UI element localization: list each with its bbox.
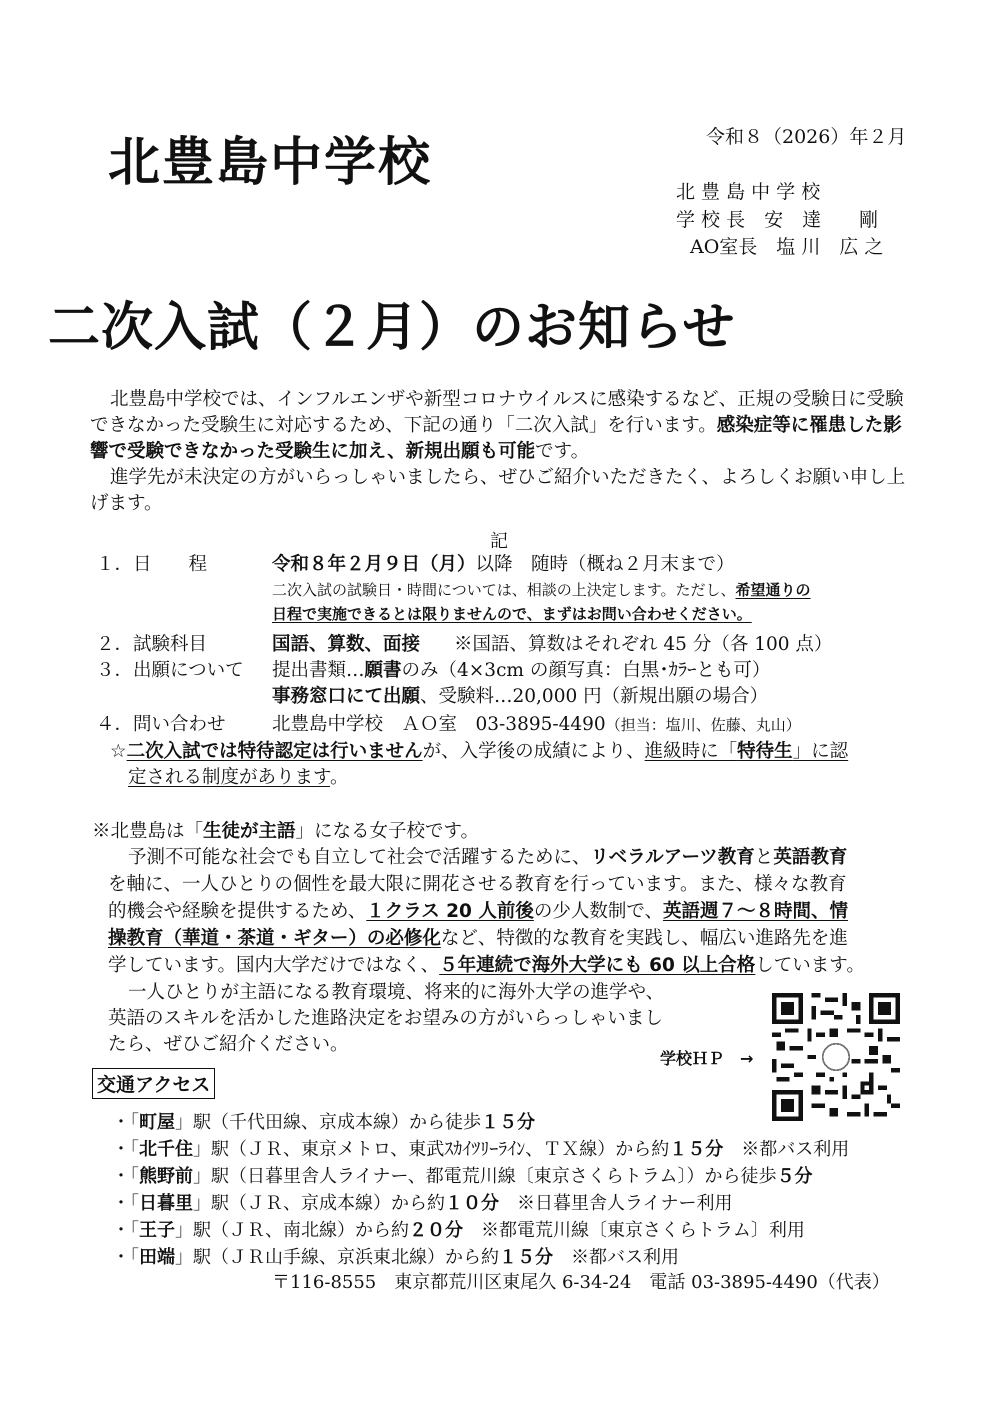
about-line-8: 英語のスキルを活かした進路決定をお望みの方がいらっしゃいまし	[108, 1008, 663, 1029]
station-item	[112, 1216, 805, 1242]
about-l5-text: など、特徴的な教育を実践し、幅広い進路先を進	[440, 928, 848, 949]
station-item	[112, 1189, 732, 1215]
station-bullet: ・「	[112, 1166, 139, 1187]
station-time: ２０分	[409, 1220, 463, 1241]
about-line-4	[108, 897, 848, 923]
apply-photo: のみ（4×3cm の顔写真：白黒･ｶﾗｰとも可）	[401, 660, 771, 681]
schedule-note-text: 二次入試の試験日・時間については、相談の上決定します。ただし、	[272, 581, 736, 599]
contact-row	[96, 710, 801, 736]
station-route: 」駅（ＪＲ山手線、京浜東北線）から約	[175, 1247, 499, 1268]
station-item	[112, 1108, 535, 1134]
station-bullet: ・「	[112, 1112, 139, 1133]
star-note	[110, 737, 848, 763]
about-l4-text: 的機会や経験を提供するため、	[108, 901, 367, 922]
apply-label: ３．出願について	[96, 660, 244, 681]
about-line-1	[92, 817, 479, 843]
schedule-note-emphasis: 希望通りの	[735, 581, 811, 599]
station-bullet: ・「	[112, 1247, 139, 1268]
star-note-text: が、入学後の成績により、	[422, 741, 645, 762]
subjects-row	[96, 630, 832, 656]
qr-code-icon[interactable]	[772, 993, 900, 1121]
school-address: 〒116-8555 東京都荒川区東尾久 6-34-24 電話 03-3895-4490（代表）	[272, 1272, 890, 1293]
intro-paragraph-2: 進学先が未決定の方がいらっしゃいましたら、ぜひご紹介いただきたく、よろしくお願い申し上げます。	[90, 467, 906, 514]
station-note: ※都バス利用	[553, 1247, 679, 1268]
station-bullet: ・「	[112, 1193, 139, 1214]
about-english-hours: 英語週７～８時間、情	[662, 901, 848, 922]
about-l4-mid: の少人数制で、	[533, 901, 663, 922]
station-name: 熊野前	[139, 1166, 193, 1187]
star-note-underline-2: 」に認	[792, 741, 849, 762]
station-route: 」駅（ＪＲ、京成本線）から約	[193, 1193, 445, 1214]
station-note: ※都電荒川線〔東京さくらトラム〕利用	[463, 1220, 805, 1241]
station-name: 王子	[139, 1220, 175, 1241]
about-l6-end: しています。	[755, 955, 865, 976]
station-time: １０分	[445, 1193, 499, 1214]
sender-ao-head: AO室長 塩 川 広 之	[690, 236, 884, 258]
about-line-5	[108, 924, 848, 950]
about-line-2	[128, 843, 847, 869]
about-english: 英語教育	[773, 847, 848, 868]
schedule-note-emphasis-2: 日程で実施できるとは限りませんので、まずはお問い合わせください。	[272, 605, 752, 623]
about-line-6	[108, 951, 865, 977]
notice-title: 二次入試（２月）のお知らせ	[48, 298, 736, 358]
apply-row-2	[272, 682, 768, 708]
ki-heading: 記	[490, 531, 508, 552]
about-keyword: 生徒が主語	[203, 821, 296, 842]
station-time: ５分	[776, 1166, 813, 1187]
station-route: 」駅（日暮里舎人ライナー、都電荒川線〔東京さくらトラム〕）から徒歩	[193, 1166, 777, 1187]
station-note: ※都バス利用	[723, 1139, 850, 1160]
station-item	[112, 1135, 849, 1161]
station-bullet: ・「	[112, 1220, 139, 1241]
intro-emphasis: 感染症等に罹患した影響で受験できなかった受験生に加え、新規出願も可能	[90, 415, 902, 462]
contact-staff: （担当：塩川、佐藤、丸山）	[605, 716, 801, 734]
about-line-9: たら、ぜひご紹介ください。	[108, 1034, 349, 1055]
station-name: 北千住	[139, 1139, 193, 1160]
star-icon: ☆	[110, 741, 127, 762]
star-note-underline-3: 定される制度があります	[128, 767, 331, 788]
about-l6-text: 学しています。国内大学だけではなく、	[108, 955, 440, 976]
station-route: 」駅（ＪＲ、東京メトロ、東武ｽｶｲﾂﾘｰﾗｲﾝ、ＴＸ線）から約	[193, 1139, 670, 1160]
schedule-row	[96, 550, 735, 576]
schedule-label: １．日 程	[96, 554, 208, 575]
about-line-3: を軸に、一人ひとりの個性を最大限に開花させる教育を行っています。また、様々な教育	[108, 874, 847, 895]
about-l2-to: と	[754, 847, 774, 868]
apply-docs: 提出書類…	[272, 660, 365, 681]
subjects-list: 国語、算数、面接	[272, 634, 421, 655]
station-name: 日暮里	[139, 1193, 193, 1214]
contact-info: 北豊島中学校 ＡＯ室 03-3895-4490	[272, 714, 606, 735]
about-liberal-arts: リベラルアーツ教育	[590, 847, 755, 868]
station-time: １５分	[499, 1247, 553, 1268]
issue-date: 令和８（2026）年２月	[706, 126, 907, 148]
schedule-note	[272, 579, 811, 600]
station-name: 田端	[139, 1247, 175, 1268]
star-note-underline: 進級時に「	[644, 741, 738, 762]
about-text: ※北豊島は「	[92, 821, 204, 842]
about-text-end: 」になる女子校です。	[295, 821, 480, 842]
school-title: 北豊島中学校	[108, 133, 433, 193]
schedule-date: 令和８年２月９日（月）	[272, 554, 476, 575]
apply-fee: 、受験料…20,000 円（新規出願の場合）	[420, 686, 769, 707]
station-note: ※日暮里舎人ライナー利用	[499, 1193, 733, 1214]
station-item	[112, 1243, 679, 1269]
school-hp-label: 学校ＨＰ →	[660, 1049, 754, 1068]
star-note-tokutai: 特待生	[737, 741, 793, 762]
about-class-size: １クラス 20 人前後	[366, 901, 534, 922]
intro-paragraph-1	[90, 387, 920, 465]
station-item	[112, 1162, 813, 1188]
station-time: １５分	[481, 1112, 535, 1133]
subjects-label: ２．試験科目	[96, 634, 208, 655]
sender-school: 北 豊 島 中 学 校	[676, 181, 821, 203]
intro-text: 北豊島中学校では、インフルエンザや新型コロナウイルスに感染するなど、正規の受験日に受験できなかった受験生に対応するため、下記の通り「二次入試」を行います。	[90, 389, 904, 436]
apply-window: 事務窓口にて出願	[272, 686, 421, 707]
schedule-rest: 以降 随時（概ね２月末まで）	[475, 554, 735, 575]
subjects-note: ※国語、算数はそれぞれ 45 分（各 100 点）	[454, 634, 833, 655]
about-arts-education: 操教育（華道・茶道・ギター）の必修化	[108, 928, 441, 949]
intro-text-end: です。	[535, 441, 590, 462]
station-name: 町屋	[139, 1112, 175, 1133]
contact-label: ４．問い合わせ	[96, 714, 226, 735]
about-overseas: ５年連続で海外大学にも 60 以上合格	[439, 955, 756, 976]
apply-form: 願書	[364, 660, 402, 681]
star-note-period: 。	[330, 767, 349, 788]
about-l2-text: 予測不可能な社会でも自立して社会で活躍するために、	[128, 847, 591, 868]
star-note-line-2	[128, 763, 349, 789]
station-bullet: ・「	[112, 1139, 139, 1160]
star-note-emphasis: 二次入試では特待認定は行いません	[126, 741, 423, 762]
station-route: 」駅（ＪＲ、南北線）から約	[175, 1220, 409, 1241]
apply-row	[96, 656, 770, 682]
station-time: １５分	[669, 1139, 724, 1160]
about-line-7: 一人ひとりが主語になる教育環境、将来的に海外大学の進学や、	[128, 982, 665, 1003]
sender-principal: 学 校 長 安 達 剛	[676, 209, 879, 231]
access-heading: 交通アクセス	[92, 1068, 215, 1099]
station-route: 」駅（千代田線、京成本線）から徒歩	[175, 1112, 481, 1133]
